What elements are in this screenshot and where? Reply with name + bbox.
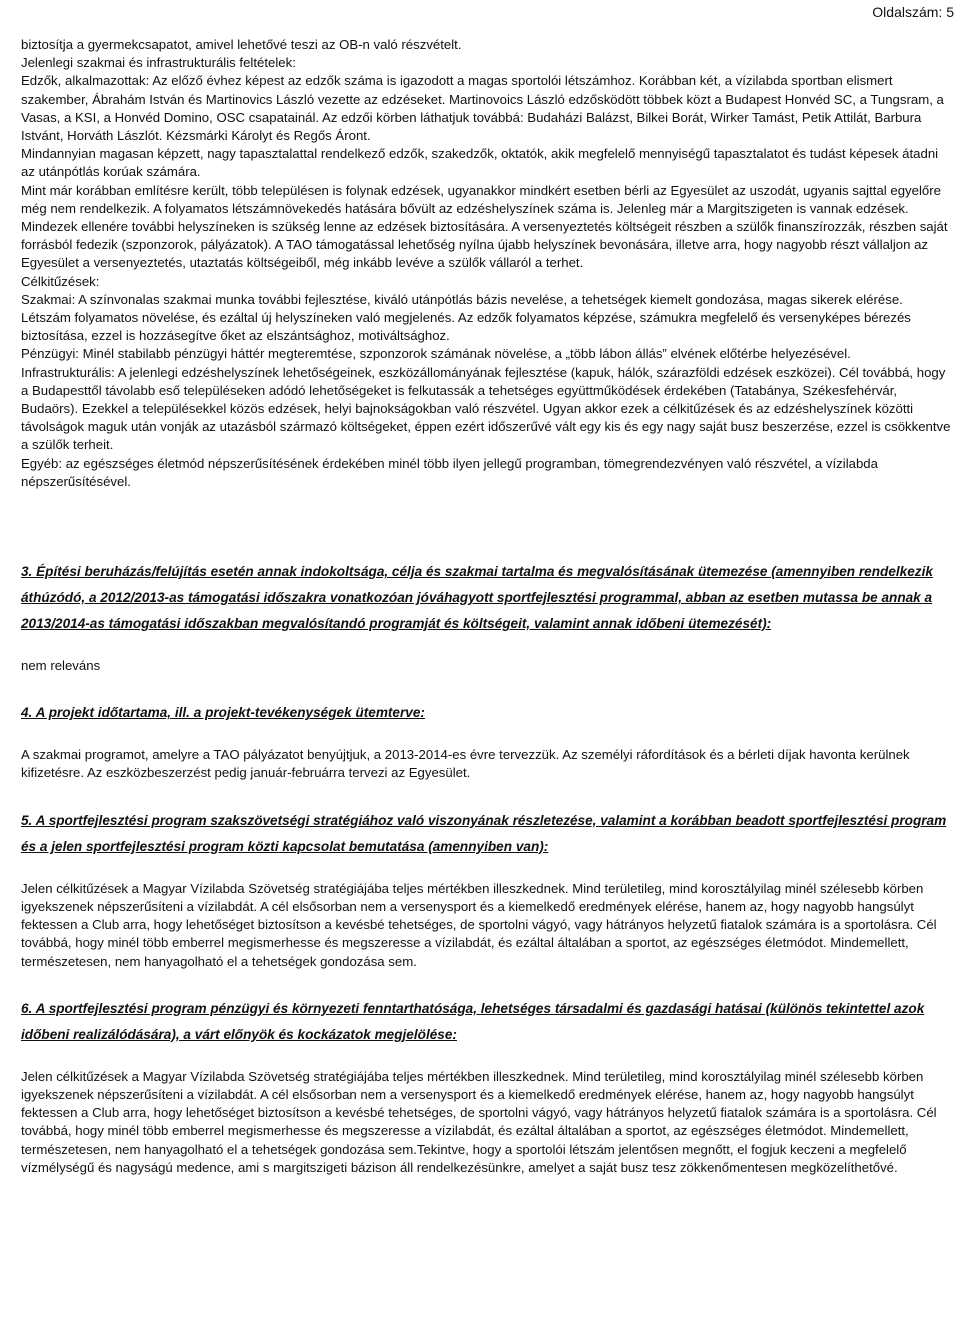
page-number: Oldalszám: 5	[872, 4, 954, 20]
goal-financial: Pénzügyi: Minél stabilabb pénzügyi háttér megteremtése, szponzorok számának növelése, a „több lábon állás” elvének előtérbe helyezésével.	[21, 346, 851, 362]
intro-paragraph: Mint már korábban említésre került, több településen is folynak edzések, ugyanakkor mindkért esetben bérli az Egyesület az uszodát, ugyanis sajttal egyelőre még nem rendelkezik. A folyamatos létszámnövekedés hatására bővült az edzéshelyszínek száma is. Jelenleg már a Margitszigeten is vannak edzések. Mindezek ellenére további helyszíneken is szükség lenne az edzések biztosítására. A versenyeztetés költségeit részben a szülők finanszírozzák, részben saját forrásból fedezik (szponzorok, pályázatok). A TAO támogatással lehetőség nyílna újabb helyszínek bevonására, illetve arra, hogy nagyobb részt vállaljon az Egyesület a versenyeztetés, utaztatás költségeiből, még inkább levéve a szülők vállaról a terhet.	[21, 182, 948, 271]
section-3-body: nem releváns	[21, 658, 101, 674]
section-6-heading: 6. A sportfejlesztési program pénzügyi és környezeti fenntarthatósága, lehetséges társadalmi és gazdasági hatásai (különös tekintettel azok időbeni realizálódására), a várt előnyök és kockázatok megjelölése:	[21, 1000, 925, 1042]
section-3-heading: 3. Építési beruházás/felújítás esetén annak indokoltsága, célja és szakmai tartalma és megvalósításának ütemezése (amennyiben rendelkezik áthúzódó, a 2012/2013-as támogatási időszakra vonatkozóan jóváhagyott sportfejlesztési programmal, abban az esetben mutassa be annak a 2013/2014-as támogatási időszakban megvalósítandó programját és költségeit, valamint annak időbeni ütemezését):	[21, 564, 933, 632]
intro-paragraph: biztosítja a gyermekcsapatot, amivel lehetővé teszi az OB-n való részvételt.	[21, 37, 462, 52]
intro-paragraph: Edzők, alkalmazottak: Az előző évhez képest az edzők száma is igazodott a magas sportolói létszámhoz. Korábban két, a vízilabda sportban elismert szakember, Ábrahám István és Martinovics László vezette az edzéseket. Martinovoics László edzősködött többek közt a Budapest Honvéd SC, a Tungsram, a Vasas, a KSI, a Honvéd Domino, OSC csapatainál. Az edzői körben láthatjuk továbbá: Budaházi Balázst, Bilkei Borát, Wirker Tamást, Petik Attilát, Barbura Istvánt, Horváth Lászlót. Kézsmárki Károlyt és Regős Áront.	[21, 73, 944, 144]
section-5-heading: 5. A sportfejlesztési program szakszövetségi stratégiához való viszonyának részletezése, valamint a korábban beadott sportfejlesztési program és a jelen sportfejlesztési program közti kapcsolat bemutatása (amennyiben van):	[21, 812, 947, 854]
goals-heading: Célkitűzések:	[21, 273, 100, 289]
section-4-heading: 4. A projekt időtartama, ill. a projekt-tevékenységek ütemterve:	[21, 705, 425, 721]
goal-professional: Szakmai: A színvonalas szakmai munka további fejlesztése, kiváló utánpótlás bázis nevelése, a tehetségek kiemelt gondozása, magas sikerek elérése. Létszám folyamatos növelése, és ezáltal új helyszíneken való megjelenés. Az edzők folyamatos képzése, számukra megfelelő és versenyképes bérezés biztosítása, ezzel is hozzásegítve őket az elszántsághoz, motiváltsághoz.	[21, 291, 911, 344]
section-5-body: Jelen célkitűzések a Magyar Vízilabda Szövetség stratégiájába teljes mértékben illeszkednek. Mind területileg, mind korosztályilag minél szélesebb körben igyekszenek népszerűsíteni a vízilabdát. A cél elsősorban nem a versenysport és a kiemelkedő eredmények elérése, hanem az, hogy nagyobb hangsúlyt fektessen a Club arra, hogy lehetőséget biztosítson a kevésbé tehetséges, de sportolni vágyó, vagy hátrányos helyzetű fiatalok számára is a sportolásra. Cél továbbá, hogy minél több emberrel megismerhesse és megszeresse a vízilabdát, és ezáltal általában a sportot, az egészséges életmódot. Mindemellett, természetesen, nem hanyagolható el a tehetségek gondozása sem.	[21, 880, 937, 969]
intro-paragraph: Jelenlegi szakmai és infrastrukturális feltételek:	[21, 55, 296, 71]
intro-paragraph: Mindannyian magasan képzett, nagy tapasztalattal rendelkező edzők, szakedzők, oktatók, akik megfelelő mennyiségű tapasztalatot és tudást képesek átadni az utánpótlás korúak számára.	[21, 146, 939, 180]
section-6-body: Jelen célkitűzések a Magyar Vízilabda Szövetség stratégiájába teljes mértékben illeszkednek. Mind területileg, mind korosztályilag minél szélesebb körben igyekszenek népszerűsíteni a vízilabdát. A cél elsősorban nem a versenysport és a kiemelkedő eredmények elérése, hanem az, hogy nagyobb hangsúlyt fektessen a Club arra, hogy lehetőséget biztosítson a kevésbé tehetséges, de sportolni vágyó, vagy hátrányos helyzetű fiatalok számára is a sportolásra. Cél továbbá, hogy minél több emberrel megismerhesse és megszeresse a vízilabdát, és ezáltal általában a sportot, az egészséges életmódot. Mindemellett, természetesen, nem hanyagolható el a tehetségek gondozása sem.Tekintve, hogy a sportolói létszám jelentősen megnőtt, el fogjuk keczeni a megfelelő vízmélységű és nagyságú medence, ami s margitszigeti bázison áll rendelkezésünkre, amelyet a saját busz tesz zökkenőmentesen megközelíthetővé.	[21, 1068, 937, 1175]
document-body	[21, 36, 951, 1177]
section-4-body: A szakmai programot, amelyre a TAO pályázatot benyújtjuk, a 2013-2014-es évre tervezzük. Az személyi ráfordítások és a bérleti díjak havonta kerülnek kifizetésre. Az eszközbeszerzést pedig január-februárra tervezi az Egyesület.	[21, 747, 910, 781]
goal-infrastructure: Infrastrukturális: A jelenlegi edzéshelyszínek lehetőségeinek, eszközállományának fejlesztése (kapuk, hálók, szárazföldi edzések eszközei). Cél továbbá, hogy a Budapesttől távolabb eső településeken adódó lehetőségeket is felkutassák a tehetséges együttműködések érdekében (Tatabánya, Székesfehérvár, Budaörs). Ezekkel a településekkel közös edzések, helyi bajnokságokban való részvétel. Ugyan akkor ezek a célkitűzések és az edzéshelyszínek közötti távolságok maguk után vonják az utazásból származó költségeket, éppen ezért időszerűvé vált egy kis és egy nagy saját busz beszerzése, ezzel is csökkentve a szülők terheit.	[21, 364, 951, 453]
goal-other: Egyéb: az egészséges életmód népszerűsítésének érdekében minél több ilyen jellegű programban, tömegrendezvényen való részvétel, a vízilabda népszerűsítésével.	[21, 455, 878, 489]
